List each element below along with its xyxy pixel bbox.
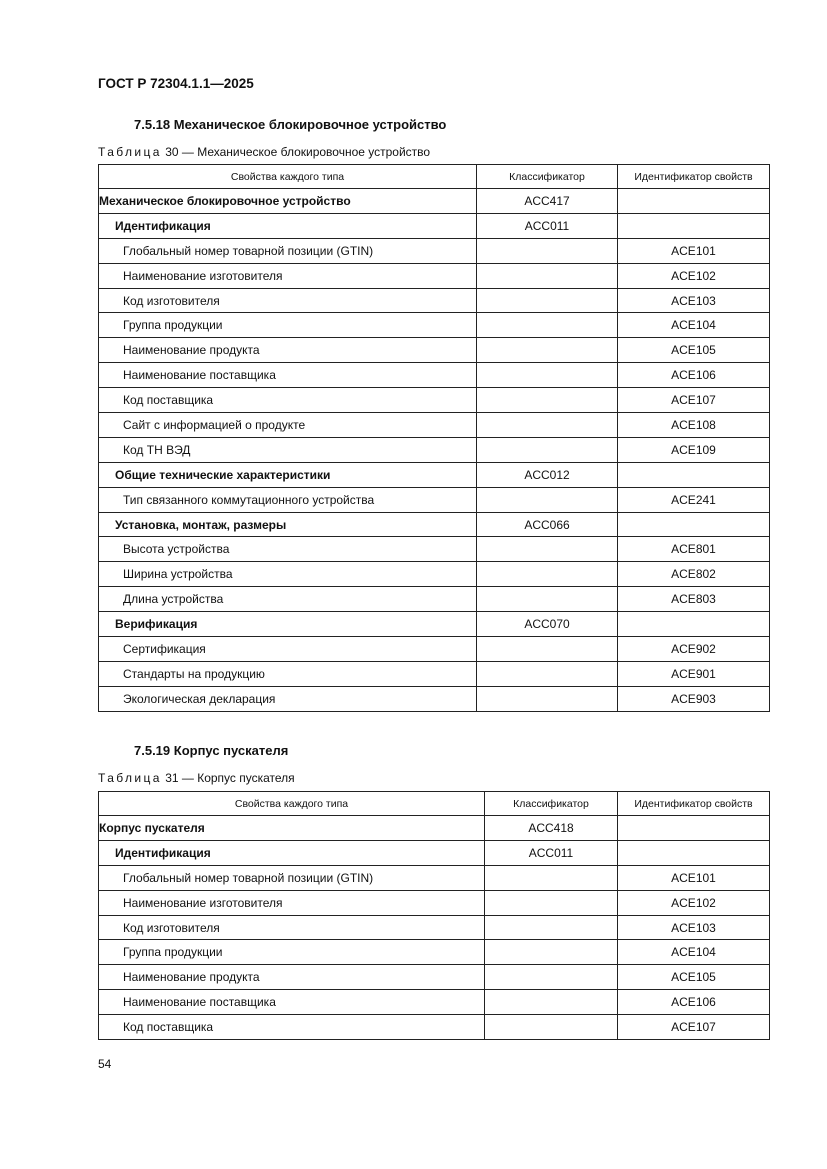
caption-text: 30 — Механическое блокировочное устройство xyxy=(161,145,431,159)
property-id-cell: ACE104 xyxy=(618,940,770,965)
property-id-cell: ACE105 xyxy=(618,965,770,990)
property-id-cell: ACE103 xyxy=(618,288,770,313)
table-row xyxy=(99,990,770,1015)
property-name-cell: Верификация xyxy=(99,612,477,637)
property-name-cell: Наименование поставщика xyxy=(99,363,477,388)
property-name-cell: Код ТН ВЭД xyxy=(99,437,477,462)
table-row xyxy=(99,189,770,214)
classifier-cell xyxy=(477,288,618,313)
table-row xyxy=(99,487,770,512)
table-caption-31 xyxy=(98,771,295,785)
classifier-cell xyxy=(485,940,618,965)
property-id-cell: ACE104 xyxy=(618,313,770,338)
table-row xyxy=(99,1015,770,1040)
table-row xyxy=(99,388,770,413)
property-id-cell: ACE802 xyxy=(618,562,770,587)
table-row xyxy=(99,865,770,890)
classifier-cell: ACC011 xyxy=(485,840,618,865)
classifier-cell: ACC070 xyxy=(477,612,618,637)
properties-table-31 xyxy=(98,791,770,1040)
table-row xyxy=(99,338,770,363)
table-row xyxy=(99,437,770,462)
property-id-cell: ACE106 xyxy=(618,363,770,388)
table-header-row xyxy=(99,165,770,189)
table-row xyxy=(99,288,770,313)
classifier-cell: ACC011 xyxy=(477,213,618,238)
property-name-cell: Код изготовителя xyxy=(99,915,485,940)
property-name-cell: Высота устройства xyxy=(99,537,477,562)
table-row xyxy=(99,915,770,940)
document-code: ГОСТ Р 72304.1.1—2025 xyxy=(98,76,254,91)
table-row xyxy=(99,413,770,438)
classifier-cell xyxy=(477,487,618,512)
property-id-cell: ACE108 xyxy=(618,413,770,438)
property-name-cell: Стандарты на продукцию xyxy=(99,661,477,686)
property-name-cell: Группа продукции xyxy=(99,940,485,965)
property-id-cell xyxy=(618,462,770,487)
property-id-cell xyxy=(618,213,770,238)
property-name-cell: Идентификация xyxy=(99,213,477,238)
table-row xyxy=(99,363,770,388)
property-id-cell: ACE107 xyxy=(618,388,770,413)
property-name-cell: Идентификация xyxy=(99,840,485,865)
table-row xyxy=(99,637,770,662)
table-row xyxy=(99,840,770,865)
table-row xyxy=(99,213,770,238)
caption-prefix: Таблица xyxy=(98,771,162,785)
classifier-cell xyxy=(477,238,618,263)
table-row xyxy=(99,238,770,263)
property-name-cell: Наименование поставщика xyxy=(99,990,485,1015)
classifier-cell xyxy=(477,313,618,338)
classifier-cell xyxy=(477,537,618,562)
classifier-cell xyxy=(477,263,618,288)
table-caption-30 xyxy=(98,145,430,159)
table-row xyxy=(99,512,770,537)
table-row xyxy=(99,816,770,841)
table-row xyxy=(99,612,770,637)
table-header-row xyxy=(99,792,770,816)
classifier-cell xyxy=(485,1015,618,1040)
property-name-cell: Тип связанного коммутационного устройства xyxy=(99,487,477,512)
classifier-cell xyxy=(485,865,618,890)
property-name-cell: Наименование изготовителя xyxy=(99,263,477,288)
property-name-cell: Общие технические характеристики xyxy=(99,462,477,487)
property-id-cell: ACE106 xyxy=(618,990,770,1015)
classifier-cell xyxy=(477,686,618,711)
classifier-cell xyxy=(477,388,618,413)
classifier-cell xyxy=(477,338,618,363)
table-row xyxy=(99,686,770,711)
property-name-cell: Механическое блокировочное устройство xyxy=(99,189,477,214)
property-name-cell: Наименование продукта xyxy=(99,338,477,363)
column-header-properties: Свойства каждого типа xyxy=(99,792,485,816)
property-id-cell xyxy=(618,189,770,214)
property-name-cell: Установка, монтаж, размеры xyxy=(99,512,477,537)
classifier-cell: ACC066 xyxy=(477,512,618,537)
classifier-cell xyxy=(477,661,618,686)
table-row xyxy=(99,313,770,338)
column-header-classifier: Классификатор xyxy=(477,165,618,189)
property-id-cell: ACE803 xyxy=(618,587,770,612)
classifier-cell xyxy=(485,890,618,915)
property-name-cell: Код поставщика xyxy=(99,1015,485,1040)
table-row xyxy=(99,562,770,587)
property-name-cell: Сертификация xyxy=(99,637,477,662)
property-id-cell: ACE107 xyxy=(618,1015,770,1040)
caption-prefix: Таблица xyxy=(98,145,162,159)
property-id-cell: ACE101 xyxy=(618,865,770,890)
property-name-cell: Глобальный номер товарной позиции (GTIN) xyxy=(99,238,477,263)
property-name-cell: Сайт с информацией о продукте xyxy=(99,413,477,438)
property-id-cell: ACE101 xyxy=(618,238,770,263)
column-header-property-id: Идентификатор свойств xyxy=(618,165,770,189)
property-name-cell: Ширина устройства xyxy=(99,562,477,587)
property-id-cell xyxy=(618,840,770,865)
properties-table-30 xyxy=(98,164,770,712)
classifier-cell xyxy=(485,915,618,940)
classifier-cell: ACC012 xyxy=(477,462,618,487)
table-row xyxy=(99,263,770,288)
property-id-cell: ACE801 xyxy=(618,537,770,562)
classifier-cell xyxy=(485,965,618,990)
property-id-cell xyxy=(618,612,770,637)
property-id-cell: ACE109 xyxy=(618,437,770,462)
property-name-cell: Код поставщика xyxy=(99,388,477,413)
column-header-classifier: Классификатор xyxy=(485,792,618,816)
property-id-cell xyxy=(618,816,770,841)
table-row xyxy=(99,965,770,990)
property-id-cell: ACE105 xyxy=(618,338,770,363)
classifier-cell: ACC417 xyxy=(477,189,618,214)
property-id-cell: ACE103 xyxy=(618,915,770,940)
table-row xyxy=(99,661,770,686)
property-id-cell: ACE902 xyxy=(618,637,770,662)
table-row xyxy=(99,890,770,915)
table-row xyxy=(99,462,770,487)
property-id-cell: ACE102 xyxy=(618,263,770,288)
classifier-cell xyxy=(477,437,618,462)
caption-text: 31 — Корпус пускателя xyxy=(161,771,295,785)
property-name-cell: Код изготовителя xyxy=(99,288,477,313)
section-title-7-5-18: 7.5.18 Механическое блокировочное устройство xyxy=(134,117,447,132)
property-name-cell: Группа продукции xyxy=(99,313,477,338)
property-name-cell: Экологическая декларация xyxy=(99,686,477,711)
classifier-cell xyxy=(477,637,618,662)
property-id-cell: ACE102 xyxy=(618,890,770,915)
table-row xyxy=(99,537,770,562)
classifier-cell xyxy=(485,990,618,1015)
classifier-cell xyxy=(477,413,618,438)
column-header-properties: Свойства каждого типа xyxy=(99,165,477,189)
section-title-7-5-19: 7.5.19 Корпус пускателя xyxy=(134,743,289,758)
column-header-property-id: Идентификатор свойств xyxy=(618,792,770,816)
property-name-cell: Наименование изготовителя xyxy=(99,890,485,915)
property-name-cell: Глобальный номер товарной позиции (GTIN) xyxy=(99,865,485,890)
classifier-cell xyxy=(477,363,618,388)
classifier-cell xyxy=(477,562,618,587)
property-name-cell: Корпус пускателя xyxy=(99,816,485,841)
property-id-cell: ACE241 xyxy=(618,487,770,512)
table-row xyxy=(99,587,770,612)
property-name-cell: Длина устройства xyxy=(99,587,477,612)
property-id-cell: ACE903 xyxy=(618,686,770,711)
classifier-cell xyxy=(477,587,618,612)
property-name-cell: Наименование продукта xyxy=(99,965,485,990)
property-id-cell xyxy=(618,512,770,537)
classifier-cell: ACC418 xyxy=(485,816,618,841)
page-number: 54 xyxy=(98,1057,112,1071)
table-row xyxy=(99,940,770,965)
property-id-cell: ACE901 xyxy=(618,661,770,686)
